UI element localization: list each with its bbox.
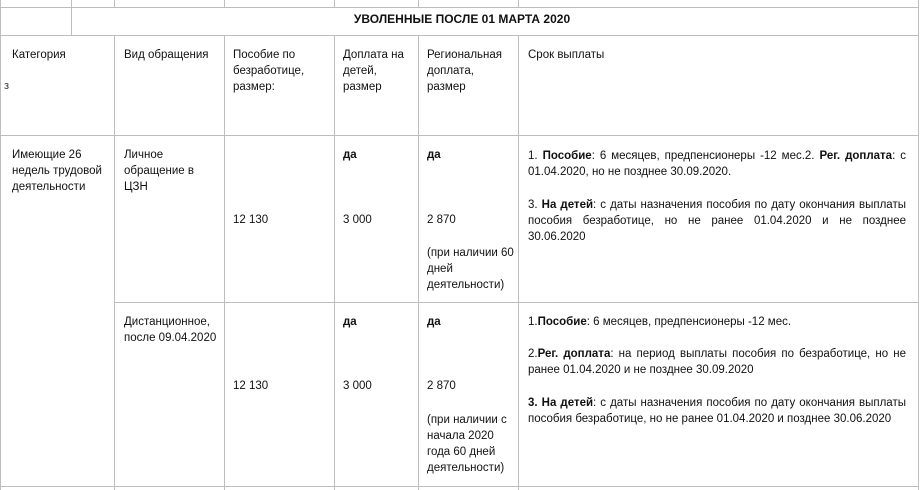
regional-flag: да bbox=[427, 149, 441, 161]
benefit-cell: 12 130 bbox=[233, 214, 269, 226]
regional-flag: да bbox=[427, 316, 441, 328]
paragraph-number: 3. bbox=[528, 199, 542, 211]
header-benefit: Пособие по безработице, размер: bbox=[233, 49, 305, 93]
regional-amount: 2 870 bbox=[427, 214, 456, 226]
term-label: Пособие bbox=[537, 316, 587, 328]
paragraph-number: 1. bbox=[528, 150, 543, 162]
column-divider bbox=[418, 35, 419, 490]
payment-term-paragraph bbox=[528, 346, 906, 378]
regional-note: (при наличии 60 дней деятельности) bbox=[427, 247, 514, 291]
payment-term-paragraph bbox=[528, 148, 906, 180]
term-text: : 6 месяцев, предпенсионеры -12 мес. bbox=[586, 316, 792, 328]
term-text: : на период выплаты пособия по безработице, но не ранее 01.04.2020 и не позднее 30.09.2020 bbox=[528, 348, 906, 376]
term-label: Рег. доплата bbox=[537, 348, 611, 360]
term-text: : с даты назначения пособия по дату окончания выплаты пособия безработице, но не ранее 01.04.2020 и не позднее 30.06.2020 bbox=[528, 199, 906, 243]
column-divider bbox=[518, 35, 519, 490]
payment-term-paragraph bbox=[528, 395, 906, 427]
column-divider bbox=[334, 35, 335, 490]
table-title: УВОЛЕННЫЕ ПОСЛЕ 01 МАРТА 2020 bbox=[353, 12, 571, 26]
request-type-cell: Дистанционное, после 09.04.2020 bbox=[124, 316, 217, 344]
header-payment-term: Срок выплаты bbox=[528, 49, 605, 61]
child-flag: да bbox=[343, 149, 357, 161]
row-divider bbox=[114, 302, 918, 303]
regional-note: (при наличии с начала 2020 года 60 дней деятельности) bbox=[427, 414, 507, 474]
row-divider bbox=[0, 486, 918, 487]
column-divider bbox=[224, 35, 225, 490]
regional-amount: 2 870 bbox=[427, 380, 456, 392]
header-request-type: Вид обращения bbox=[124, 49, 209, 61]
margin-fragment: з bbox=[4, 80, 10, 92]
child-flag: да bbox=[343, 316, 357, 328]
request-type-cell: Личное обращение в ЦЗН bbox=[124, 149, 194, 193]
term-label: . На детей bbox=[534, 397, 594, 409]
term-text: : 6 месяцев, предпенсионеры -12 мес.2. bbox=[591, 150, 820, 162]
benefit-cell: 12 130 bbox=[233, 380, 269, 392]
row-divider bbox=[0, 135, 918, 136]
payment-term-paragraph bbox=[528, 314, 906, 330]
row-divider bbox=[0, 35, 918, 36]
header-regional-supplement: Региональная доплата, размер bbox=[427, 49, 502, 93]
row-divider bbox=[0, 7, 918, 8]
column-divider bbox=[918, 0, 919, 490]
header-child-supplement: Доплата на детей, размер bbox=[343, 49, 404, 93]
child-amount: 3 000 bbox=[343, 380, 372, 392]
paragraph-number: 2. bbox=[528, 348, 538, 360]
term-text: : с 01.04.2020, но не позднее 30.09.2020. bbox=[528, 150, 906, 178]
child-amount: 3 000 bbox=[343, 214, 372, 226]
header-category: Категория bbox=[12, 49, 66, 61]
paragraph-number: 3 bbox=[528, 397, 535, 409]
paragraph-number: 1. bbox=[528, 316, 538, 328]
column-divider bbox=[114, 35, 115, 490]
term-label: Пособие bbox=[542, 150, 592, 162]
payment-term-paragraph bbox=[528, 197, 906, 245]
term-label: На детей bbox=[541, 199, 594, 211]
term-text: : с даты назначения пособия по дату окончания выплаты пособия безработице, но не ранее 01.04.2020 и позднее 30.06.2020 bbox=[528, 397, 906, 425]
category-cell: Имеющие 26 недель трудовой деятельности bbox=[12, 149, 102, 193]
term-label: Рег. доплата bbox=[819, 150, 893, 162]
column-divider bbox=[0, 0, 1, 490]
